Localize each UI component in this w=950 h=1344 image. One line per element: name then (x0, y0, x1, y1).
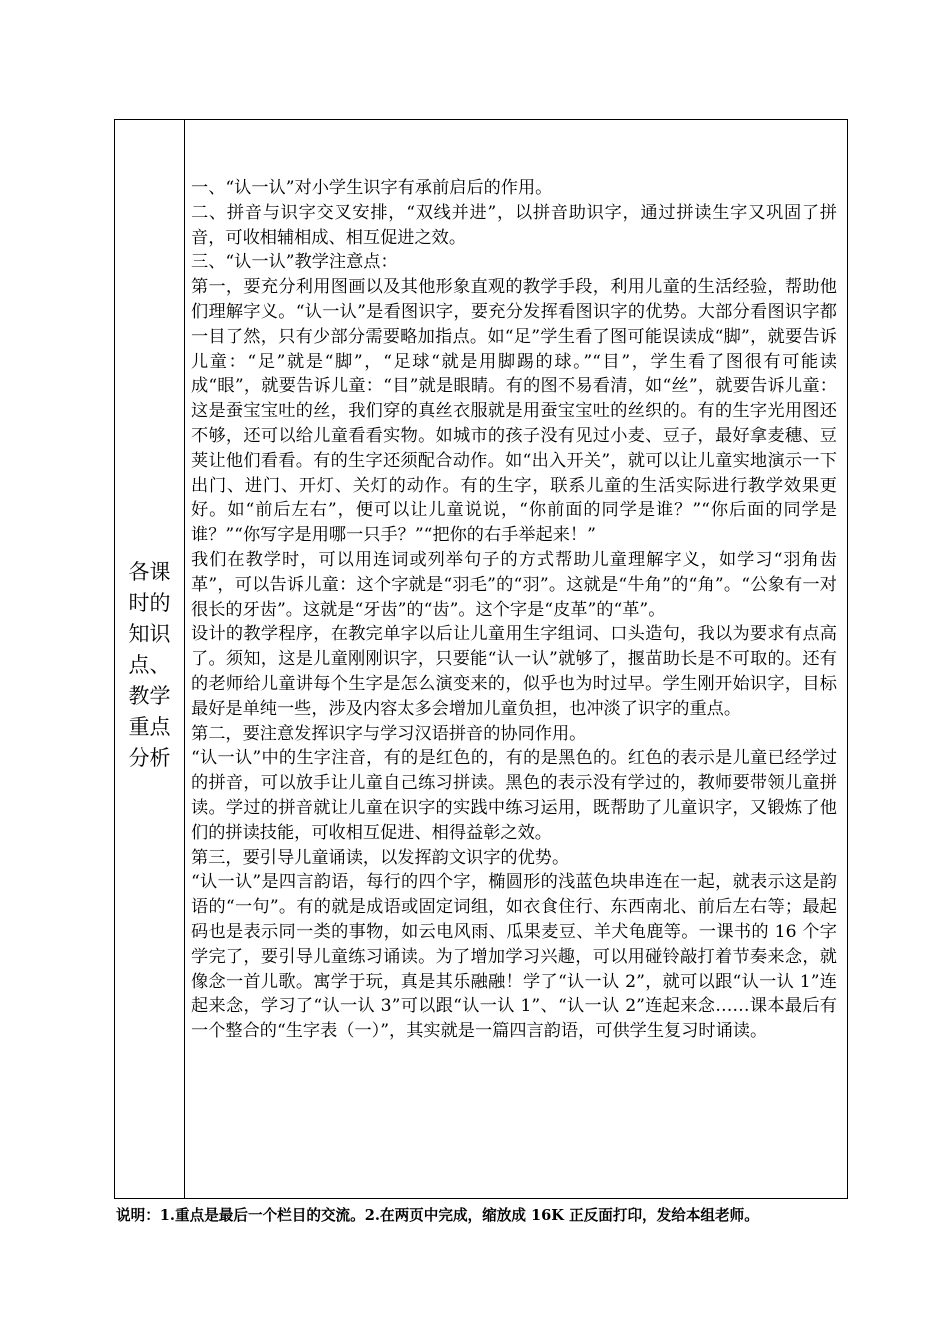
paragraph-intro-1: 一、“认一认”对小学生识字有承前启后的作用。 (191, 178, 553, 198)
paragraph-notes-heading: 三、“认一认”教学注意点： (191, 252, 398, 273)
footnote: 说明：1.重点是最后一个栏目的交流。2.在两页中完成，缩放成 16K 正反面打印，发给本组老师。 (116, 1207, 759, 1224)
paragraph-point-3-heading: 第三，要引导儿童诵读，以发挥韵文识字的优势。 (191, 847, 570, 868)
lesson-analysis-table (114, 119, 848, 1199)
paragraph-point-1-examples: 我们在教学时，可以用连词或列举句子的方式帮助儿童理解字义，如学习“羽角齿革”，可以告诉儿童：这个字就是“羽毛”的“羽”。这就是“牛角”的“角”。“公象有一对很长的牙齿”。这就是“牙齿”的“齿”。这个字是“皮革”的“革”。 (191, 549, 837, 620)
paragraph-point-3: “认一认”是四言韵语，每行的四个字，椭圆形的浅蓝色块串连在一起，就表示这是韵语的“一句”。有的就是成语或固定词组，如衣食住行、东西南北、前后左右等；最起码也是表示同一类的事物，如云电风雨、瓜果麦豆、羊犬龟鹿等。一课书的 16 个字学完了，要引导儿童练习诵读。为了增加学习兴趣，可以用碰铃敲打着节奏来念，就像念一首儿歌。寓学于玩，真是其乐融融！学了“认一认 2”，就可以跟“认一认 1”连起来念，学习了“认一认 3”可以跟“认一认 1”、“认一认 2”连起来念……课本最后有一个整合的“生字表（一）”，其实就是一篇四言韵语，可供学生复习时诵读。 (191, 872, 837, 1042)
row-label: 各课时的知识点、教学重点分析 (128, 559, 171, 770)
paragraph-intro-2: 二、拼音与识字交叉安排，“双线并进”，以拼音助识字，通过拼读生字又巩固了拼音，可收相辅相成、相互促进之效。 (191, 202, 837, 248)
paragraph-point-2: “认一认”中的生字注音，有的是红色的，有的是黑色的。红色的表示是儿童已经学过的拼音，可以放手让儿童自己练习拼读。黑色的表示没有学过的，教师要带领儿童拼读。学过的拼音就让儿童在识字的实践中练习运用，既帮助了儿童识字，又锻炼了他们的拼读技能，可收相互促进、相得益彰之效。 (191, 748, 837, 843)
paragraph-point-1: 第一，要充分利用图画以及其他形象直观的教学手段，利用儿童的生活经验，帮助他们理解字义。“认一认”是看图识字，要充分发挥看图识字的优势。大部分看图识字都一目了然，只有少部分需要略加指点。如“足”学生看了图可能误读成“脚”，就要告诉儿童：“足”就是“脚”，“足球“就是用脚踢的球。”“目”，学生看了图很有可能读成“眼”，就要告诉儿童：“目”就是眼睛。有的图不易看清，如“丝”，就要告诉儿童：这是蚕宝宝吐的丝，我们穿的真丝衣服就是用蚕宝宝吐的丝织的。有的生字光用图还不够，还可以给儿童看看实物。如城市的孩子没有见过小麦、豆子，最好拿麦穗、豆荚让他们看看。有的生字还须配合动作。如“出入开关”，就可以让儿童实地演示一下出门、进门、开灯、关灯的动作。有的生字，联系儿童的生活实际进行教学效果更好。如“前后左右”，便可以让儿童说说，“你前面的同学是谁？”“你后面的同学是谁？”“你写字是用哪一只手？”“把你的右手举起来！” (191, 277, 837, 546)
paragraph-point-2-heading: 第二，要注意发挥识字与学习汉语拼音的协同作用。 (191, 723, 587, 744)
content-cell (185, 120, 847, 1198)
row-label-cell (115, 120, 185, 1198)
paragraph-point-1-design: 设计的教学程序，在教完单字以后让儿童用生字组词、口头造句，我以为要求有点高了。须知，这是儿童刚刚识字，只要能“认一认”就够了，揠苗助长是不可取的。还有的老师给儿童讲每个生字是怎么演变来的，似乎也为时过早。学生刚开始识字，目标最好是单纯一些，涉及内容太多会增加儿童负担，也冲淡了识字的重点。 (191, 624, 837, 719)
